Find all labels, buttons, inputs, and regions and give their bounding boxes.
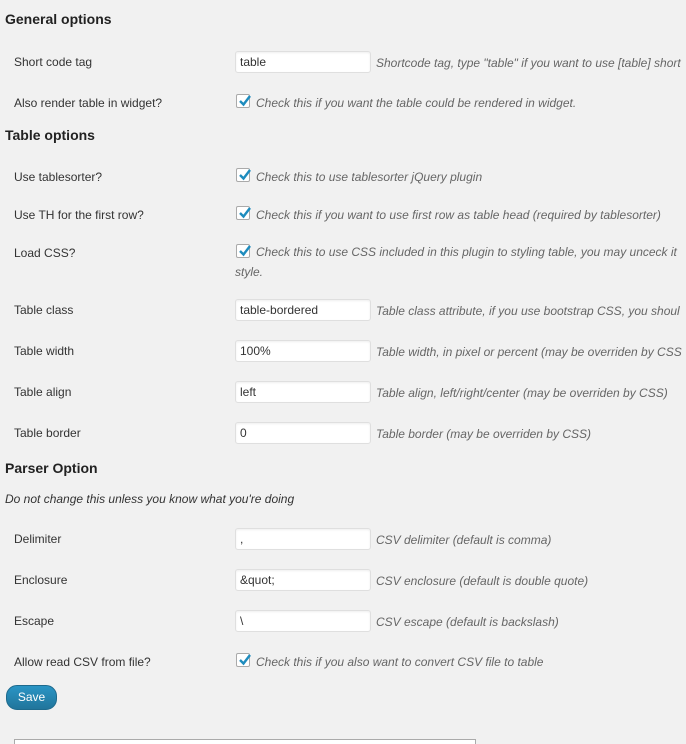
table-width-description: Table width, in pixel or percent (may be overriden by CSS [376, 345, 682, 359]
th-first-row-description: Check this if you want to use first row as table head (required by tablesorter) [256, 208, 661, 222]
th-first-row-checkbox[interactable] [236, 206, 250, 220]
enclosure-input[interactable] [235, 569, 371, 591]
checkmark-icon [237, 93, 253, 109]
load-css-description: Check this to use CSS included in this plugin to styling table, you may unceck it [256, 245, 677, 259]
table-class-description: Table class attribute, if you use bootstrap CSS, you shoul [376, 304, 680, 318]
checkmark-icon [237, 205, 253, 221]
load-css-label: Load CSS? [14, 246, 76, 260]
next-section-box [14, 739, 476, 744]
widget-render-label: Also render table in widget? [14, 96, 163, 110]
th-first-row-label: Use TH for the first row? [14, 208, 144, 222]
enclosure-description: CSV enclosure (default is double quote) [376, 574, 589, 588]
table-border-description: Table border (may be overriden by CSS) [376, 427, 591, 441]
escape-label: Escape [14, 614, 55, 628]
save-button[interactable]: Save [6, 685, 57, 710]
tablesorter-checkbox[interactable] [236, 168, 250, 182]
parser-option-heading: Parser Option [5, 460, 98, 476]
parser-warning-note: Do not change this unless you know what you're doing [5, 492, 295, 506]
widget-render-checkbox[interactable] [236, 94, 250, 108]
table-class-input[interactable] [235, 299, 371, 321]
table-options-heading: Table options [5, 127, 95, 143]
load-css-description-continued: style. [235, 265, 264, 279]
widget-render-description: Check this if you want the table could be rendered in widget. [256, 96, 577, 110]
shortcode-tag-label: Short code tag [14, 55, 93, 69]
checkmark-icon [237, 167, 253, 183]
tablesorter-label: Use tablesorter? [14, 170, 103, 184]
delimiter-input[interactable] [235, 528, 371, 550]
read-csv-file-description: Check this if you also want to convert CSV file to table [256, 655, 544, 669]
enclosure-label: Enclosure [14, 573, 68, 587]
table-width-label: Table width [14, 344, 75, 358]
tablesorter-description: Check this to use tablesorter jQuery plugin [256, 170, 483, 184]
escape-description: CSV escape (default is backslash) [376, 615, 559, 629]
table-class-label: Table class [14, 303, 74, 317]
shortcode-tag-description: Shortcode tag, type "table" if you want to use [table] short [376, 56, 681, 70]
general-options-heading: General options [5, 11, 112, 27]
table-width-input[interactable] [235, 340, 371, 362]
table-align-input[interactable] [235, 381, 371, 403]
read-csv-file-label: Allow read CSV from file? [14, 655, 151, 669]
delimiter-description: CSV delimiter (default is comma) [376, 533, 552, 547]
escape-input[interactable] [235, 610, 371, 632]
delimiter-label: Delimiter [14, 532, 62, 546]
load-css-checkbox[interactable] [236, 244, 250, 258]
checkmark-icon [237, 652, 253, 668]
shortcode-tag-input[interactable] [235, 51, 371, 73]
read-csv-file-checkbox[interactable] [236, 653, 250, 667]
table-border-input[interactable] [235, 422, 371, 444]
table-align-label: Table align [14, 385, 72, 399]
checkmark-icon [237, 243, 253, 259]
table-border-label: Table border [14, 426, 81, 440]
table-align-description: Table align, left/right/center (may be overriden by CSS) [376, 386, 668, 400]
